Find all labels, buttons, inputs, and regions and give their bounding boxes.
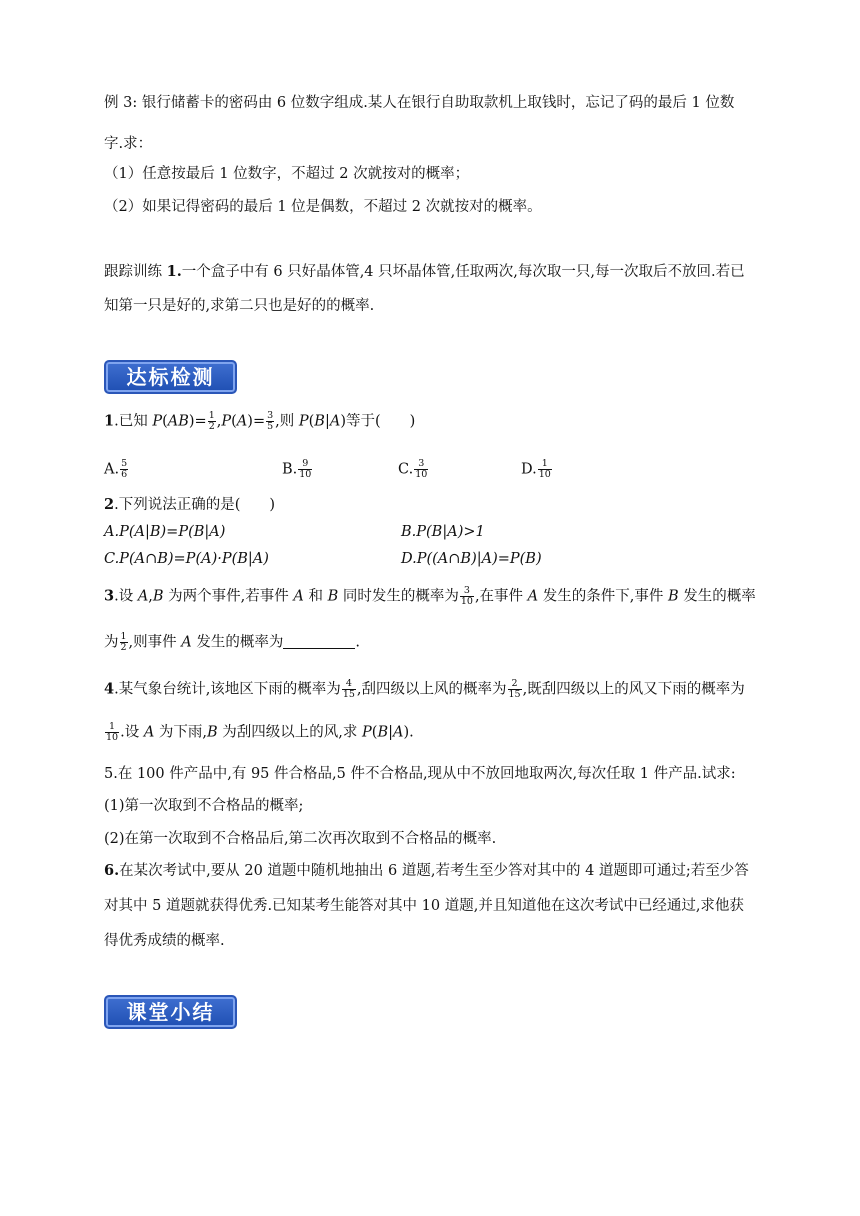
- problem5-question1: (1)第一次取到不合格品的概率;: [104, 798, 304, 814]
- tracking-line2: 知第一只是好的,求第二只也是好的的概率.: [104, 298, 375, 314]
- fraction: $\frac{3}{5}$: [267, 410, 274, 432]
- problem6-line1: 6.在某次考试中,要从 20 道题中随机地抽出 6 道题,若考生至少答对其中的 4 道题即可通过;若至少答: [104, 862, 749, 879]
- problem3-line1: 3.设 A,B 为两个事件,若事件 A 和 B 同时发生的概率为 $\frac{3}{10}$ ,在事件 A 发生的条件下,事件 B 发生的概率: [104, 585, 756, 607]
- problem1-option-d: D. $\frac{1}{10}$: [521, 458, 551, 480]
- fraction: $\frac{1}{2}$: [208, 410, 215, 432]
- problem4-line1: 4.某气象台统计,该地区下雨的概率为 $\frac{4}{15}$ ,刮四级以上风的概率为 $\frac{2}{15}$ ,既刮四级以上的风又下雨的概率为: [104, 678, 745, 700]
- example3-line2: 字.求：: [104, 136, 153, 152]
- problem2-option-d: D.P((A∩B)|A)=P(B): [401, 551, 542, 567]
- problem1-option-c: C. $\frac{3}{10}$: [398, 458, 428, 480]
- banner-summary: 课堂小结: [104, 995, 237, 1029]
- problem2-option-a: A.P(A|B)=P(B|A): [104, 524, 226, 540]
- problem1-option-b: B. $\frac{9}{10}$: [282, 458, 312, 480]
- problem2-option-c: C.P(A∩B)=P(A)·P(B|A): [104, 551, 269, 567]
- problem1-stem: 1.已知 P(AB)= $\frac{1}{2}$ ,P(A)= $\frac{3}{5}$ ,则 P(B|A)等于( ): [104, 410, 416, 432]
- problem6-line2: 对其中 5 道题就获得优秀.已知某考生能答对其中 10 道题,并且知道他在这次考试中已经通过,求他获: [104, 898, 744, 914]
- problem5-stem: 5.在 100 件产品中,有 95 件合格品,5 件不合格品,现从中不放回地取两次,每次任取 1 件产品.试求:: [104, 766, 736, 782]
- problem1-option-a: A. $\frac{5}{6}$: [104, 458, 128, 480]
- problem5-question2: (2)在第一次取到不合格品后,第二次再次取到不合格品的概率.: [104, 831, 497, 847]
- problem3-line2: 为 $\frac{1}{2}$ ,则事件 A 发生的概率为 .: [104, 631, 360, 653]
- problem6-line3: 得优秀成绩的概率.: [104, 933, 225, 949]
- problem2-option-b: B.P(B|A)>1: [401, 524, 485, 540]
- tracking-line1: 跟踪训练 1.一个盒子中有 6 只好晶体管,4 只坏晶体管,任取两次,每次取一只,每一次取后不放回.若已: [104, 263, 745, 280]
- example3-question1: （1）任意按最后 1 位数字，不超过 2 次就按对的概率；: [104, 166, 470, 182]
- example3-question2: （2）如果记得密码的最后 1 位是偶数，不超过 2 次就按对的概率。: [104, 199, 542, 215]
- problem4-line2: $\frac{1}{10}$ .设 A 为下雨,B 为刮四级以上的风,求 P(B|A).: [106, 721, 414, 743]
- banner-assessment: 达标检测: [104, 360, 237, 394]
- answer-blank: [283, 634, 355, 649]
- example3-line1: 例 3: 银行储蓄卡的密码由 6 位数字组成.某人在银行自助取款机上取钱时，忘记了码的最后 1 位数: [104, 95, 735, 111]
- problem2-stem: 2.下列说法正确的是( ): [104, 496, 276, 513]
